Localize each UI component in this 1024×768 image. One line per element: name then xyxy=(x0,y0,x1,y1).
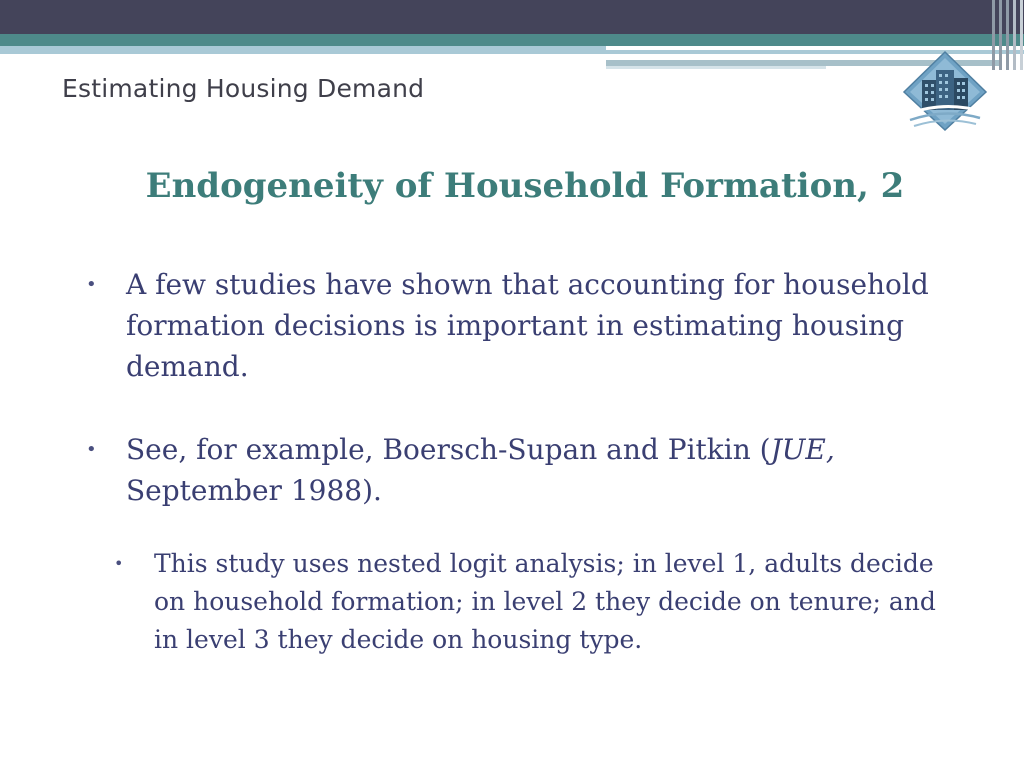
lower-grey-band-thin xyxy=(606,66,826,69)
bullet-text: This study uses nested logit analysis; in level 1, adults decide on household formation; in level 2 they decide on tenure; and in level 3 they decide on housing type. xyxy=(154,549,936,654)
bullet-marker: • xyxy=(114,554,124,573)
bullet-marker: • xyxy=(86,439,97,460)
top-dark-band xyxy=(0,0,1024,34)
bullet-text-after: September 1988). xyxy=(126,474,382,507)
sub-bullet-item xyxy=(112,545,954,659)
header-title: Estimating Housing Demand xyxy=(62,74,425,103)
bullet-item xyxy=(84,429,954,511)
bullet-text: A few studies have shown that accounting for household formation decisions is important in estimating housing demand. xyxy=(126,268,929,383)
vertical-stripes-decoration xyxy=(990,0,1024,70)
bullet-text-before: See, for example, Boersch-Supan and Pitkin ( xyxy=(126,433,771,466)
top-teal-band xyxy=(0,34,1024,46)
bullet-item xyxy=(84,264,954,387)
building-logo-icon xyxy=(900,50,990,136)
slide-title: Endogeneity of Household Formation, 2 xyxy=(145,166,905,206)
journal-name: JUE, xyxy=(770,433,835,466)
bullet-marker: • xyxy=(86,274,97,295)
bullet-list xyxy=(84,264,954,701)
